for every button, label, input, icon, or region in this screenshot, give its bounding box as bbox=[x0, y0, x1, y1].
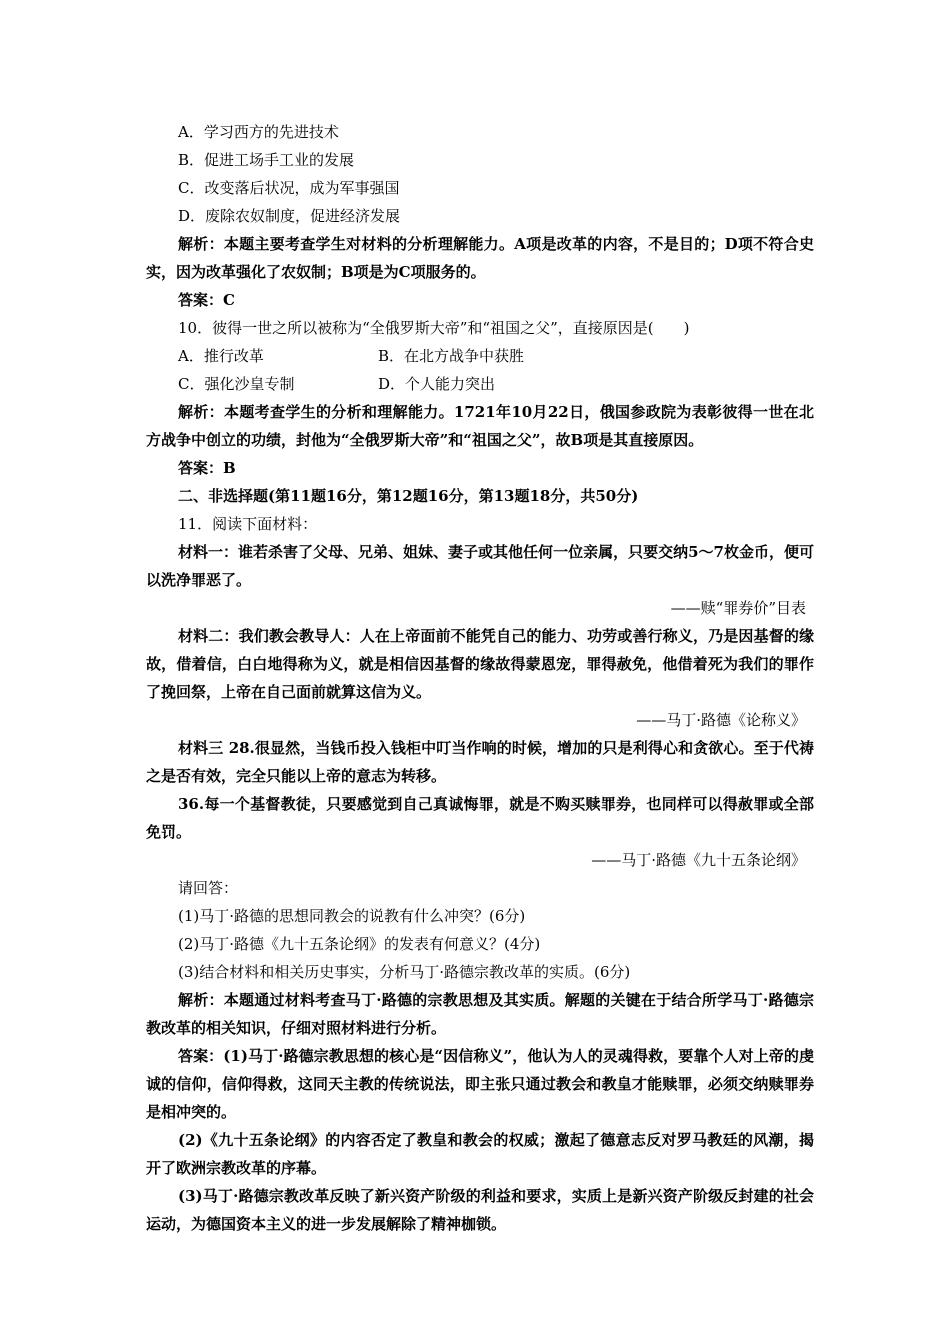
q11-material-3-source: ——马丁·路德《九十五条论纲》 bbox=[591, 851, 806, 869]
analysis-text: 本题主要考查学生对材料的分析理解能力。A项是改革的内容，不是目的；D项不符合史实，因为改革强化了农奴制；B项是为C项服务的。 bbox=[146, 235, 814, 281]
analysis-label: 解析： bbox=[178, 235, 224, 253]
q9-answer bbox=[146, 286, 814, 314]
q11-material-2-source: ——马丁·路德《论称义》 bbox=[636, 711, 806, 729]
q11-sub-1: (1)马丁·路德的思想同教会的说教有什么冲突？(6分) bbox=[178, 907, 526, 925]
q10-stem: 10．彼得一世之所以被称为“全俄罗斯大帝”和“祖国之父”，直接原因是( ) bbox=[178, 319, 690, 337]
q11-answer-3: (3)马丁·路德宗教改革反映了新兴资产阶级的利益和要求，实质上是新兴资产阶级反封建的社会运动，为德国资本主义的进一步发展解除了精神枷锁。 bbox=[146, 1187, 814, 1233]
material-label: 材料三 bbox=[178, 739, 229, 757]
q10-option-a: A．推行改革 bbox=[178, 347, 264, 365]
q11-material-1-source: ——赎“罪券价”目表 bbox=[670, 599, 806, 617]
q11-stem: 11．阅读下面材料： bbox=[178, 515, 318, 533]
analysis-label: 解析： bbox=[178, 991, 224, 1009]
q10-option-d: D．个人能力突出 bbox=[378, 375, 496, 393]
q9-analysis bbox=[146, 230, 814, 286]
q11-material-3a bbox=[146, 734, 814, 790]
analysis-label: 解析： bbox=[178, 403, 224, 421]
q11-material-3b: 36.每一个基督教徒，只要感觉到自己真诚悔罪，就是不购买赎罪券，也同样可以得赦罪或全部免罚。 bbox=[146, 795, 814, 841]
q9-option-a: A．学习西方的先进技术 bbox=[178, 123, 339, 141]
q9-option-d: D．废除农奴制度，促进经济发展 bbox=[178, 207, 401, 225]
material-text: 我们教会教导人：人在上帝面前不能凭自己的能力、功劳或善行称义，乃是因基督的缘故，借着信，白白地得称为义，就是相信因基督的缘故得蒙恩宠，罪得赦免，他借着死为我们的罪作了挽回祭，上帝在自己面前就算这信为义。 bbox=[146, 627, 814, 701]
q11-ask: 请回答： bbox=[178, 879, 239, 897]
material-label: 材料一： bbox=[178, 543, 239, 561]
material-text: 28.很显然，当钱币投入钱柜中叮当作响的时候，增加的只是利得心和贪欲心。至于代祷之是否有效，完全只能以上帝的意志为转移。 bbox=[146, 739, 814, 785]
material-text: 谁若杀害了父母、兄弟、姐妹、妻子或其他任何一位亲属，只要交纳5～7枚金币，便可以洗净罪恶了。 bbox=[146, 543, 814, 589]
q10-options-row-2 bbox=[146, 370, 814, 398]
q10-answer bbox=[146, 454, 814, 482]
section-heading: 二、非选择题(第11题16分，第12题16分，第13题18分，共50分) bbox=[178, 487, 639, 505]
q10-option-b: B．在北方战争中获胜 bbox=[378, 347, 525, 365]
q11-sub-2: (2)马丁·路德《九十五条论纲》的发表有何意义？(4分) bbox=[178, 935, 541, 953]
q10-options-row-1 bbox=[146, 342, 814, 370]
answer-value: C bbox=[223, 291, 235, 309]
answer-label: 答案： bbox=[178, 459, 224, 477]
q9-option-c: C．改变落后状况，成为军事强国 bbox=[178, 179, 400, 197]
answer-text: (1)马丁·路德宗教思想的核心是“因信称义”，他认为人的灵魂得救，要靠个人对上帝的虔诚的信仰，信仰得救，这同天主教的传统说法，即主张只通过教会和教皇才能赎罪，必须交纳赎罪券是相冲突的。 bbox=[146, 1047, 814, 1121]
q11-answer-1 bbox=[146, 1042, 814, 1126]
answer-label: 答案： bbox=[178, 1047, 224, 1065]
document-page bbox=[146, 118, 814, 1238]
analysis-text: 本题通过材料考查马丁·路德的宗教思想及其实质。解题的关键在于结合所学马丁·路德宗教改革的相关知识，仔细对照材料进行分析。 bbox=[146, 991, 814, 1037]
q11-material-1 bbox=[146, 538, 814, 594]
answer-value: B bbox=[223, 459, 236, 477]
q11-answer-2: (2)《九十五条论纲》的内容否定了教皇和教会的权威；激起了德意志反对罗马教廷的风潮，揭开了欧洲宗教改革的序幕。 bbox=[146, 1131, 814, 1177]
answer-label: 答案： bbox=[178, 291, 224, 309]
analysis-text: 本题考查学生的分析和理解能力。1721年10月22日，俄国参政院为表彰彼得一世在北方战争中创立的功绩，封他为“全俄罗斯大帝”和“祖国之父”，故B项是其直接原因。 bbox=[146, 403, 814, 449]
q10-analysis bbox=[146, 398, 814, 454]
q9-option-b: B．促进工场手工业的发展 bbox=[178, 151, 355, 169]
q11-material-2 bbox=[146, 622, 814, 706]
q11-sub-3: (3)结合材料和相关历史事实，分析马丁·路德宗教改革的实质。(6分) bbox=[178, 963, 631, 981]
q11-analysis bbox=[146, 986, 814, 1042]
material-label: 材料二： bbox=[178, 627, 239, 645]
q10-option-c: C．强化沙皇专制 bbox=[178, 375, 295, 393]
